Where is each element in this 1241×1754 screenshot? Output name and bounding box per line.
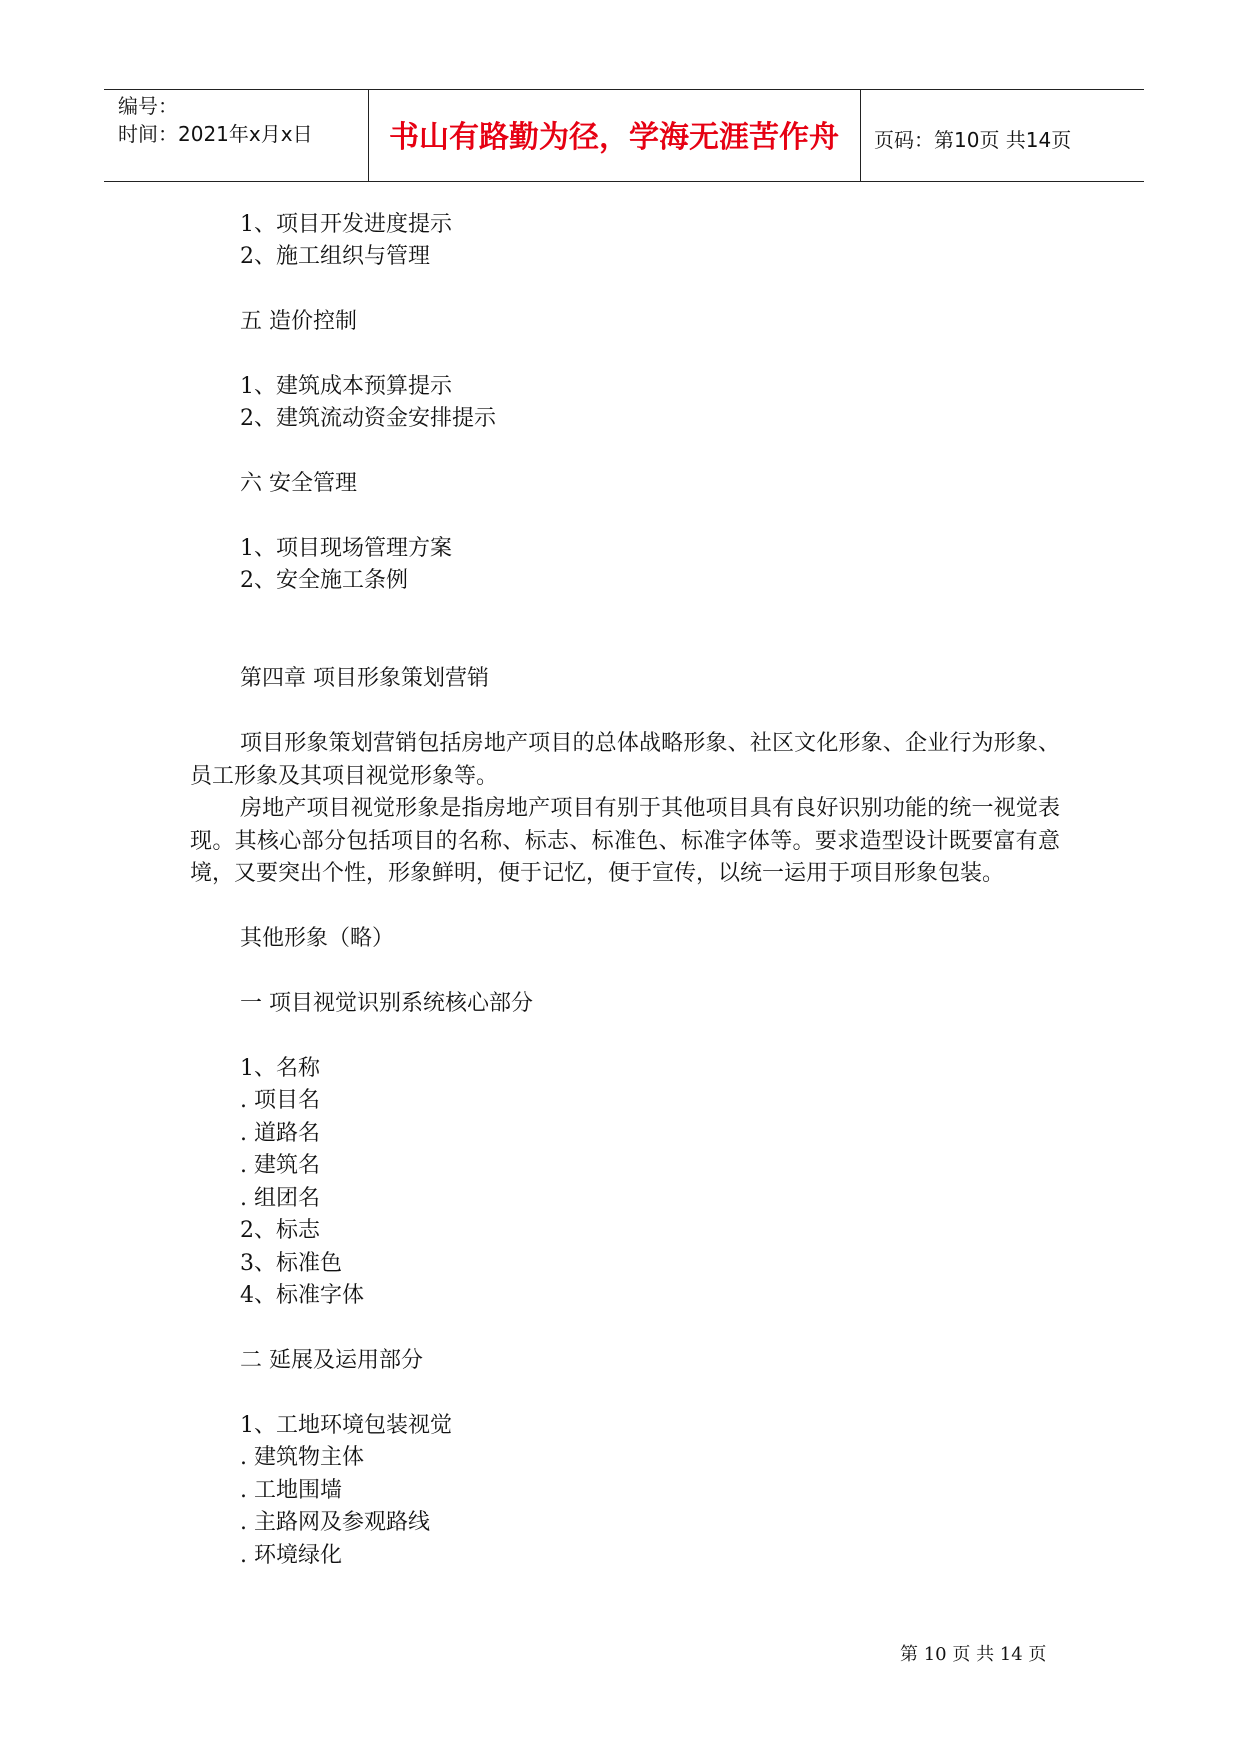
header-divider-right	[860, 89, 861, 181]
header-meta	[118, 92, 313, 148]
section-heading: 五 造价控制	[240, 309, 357, 334]
list-item: . 环境绿化	[240, 1543, 342, 1568]
chapter-heading: 第四章 项目形象策划营销	[240, 666, 489, 691]
list-item: 1、名称	[240, 1056, 320, 1081]
list-item: 1、建筑成本预算提示	[240, 374, 452, 399]
list-item: . 主路网及参观路线	[240, 1510, 430, 1535]
list-item: . 建筑物主体	[240, 1445, 364, 1470]
list-item: 2、施工组织与管理	[240, 244, 430, 269]
list-item: . 工地围墙	[240, 1478, 342, 1503]
paragraph: 项目形象策划营销包括房地产项目的总体战略形象、社区文化形象、企业行为形象、员工形象及其项目视觉形象等。	[190, 731, 1060, 789]
header-page-label: 页码：第10页 共14页	[874, 128, 1072, 152]
page-footer: 第 10 页 共 14 页	[900, 1644, 1047, 1665]
list-item: . 道路名	[240, 1121, 320, 1146]
list-item: 4、标准字体	[240, 1283, 364, 1308]
list-item: 2、标志	[240, 1218, 320, 1243]
list-item: 1、项目开发进度提示	[240, 212, 452, 237]
section-heading: 一 项目视觉识别系统核心部分	[240, 991, 533, 1016]
section-heading: 二 延展及运用部分	[240, 1348, 423, 1373]
header-top-rule	[104, 89, 1144, 90]
list-item: . 组团名	[240, 1186, 320, 1211]
header-time-label: 时间：2021年x月x日	[118, 122, 313, 146]
header-number-label: 编号：	[118, 94, 178, 118]
list-item: 3、标准色	[240, 1251, 342, 1276]
list-item: 1、工地环境包装视觉	[240, 1413, 452, 1438]
list-item: . 项目名	[240, 1088, 320, 1113]
list-item: 2、建筑流动资金安排提示	[240, 406, 496, 431]
paragraph: 房地产项目视觉形象是指房地产项目有别于其他项目具有良好识别功能的统一视觉表现。其核心部分包括项目的名称、标志、标准色、标准字体等。要求造型设计既要富有意境，又要突出个性，形象鲜明，便于记忆，便于宣传，以统一运用于项目形象包装。	[190, 796, 1060, 886]
header-motto: 书山有路勤为径，学海无涯苦作舟	[389, 120, 839, 155]
header-bottom-rule	[104, 181, 1144, 182]
list-item: . 建筑名	[240, 1153, 320, 1178]
list-item: 2、安全施工条例	[240, 568, 408, 593]
paragraph: 其他形象（略）	[240, 926, 395, 951]
section-heading: 六 安全管理	[240, 471, 357, 496]
list-item: 1、项目现场管理方案	[240, 536, 452, 561]
